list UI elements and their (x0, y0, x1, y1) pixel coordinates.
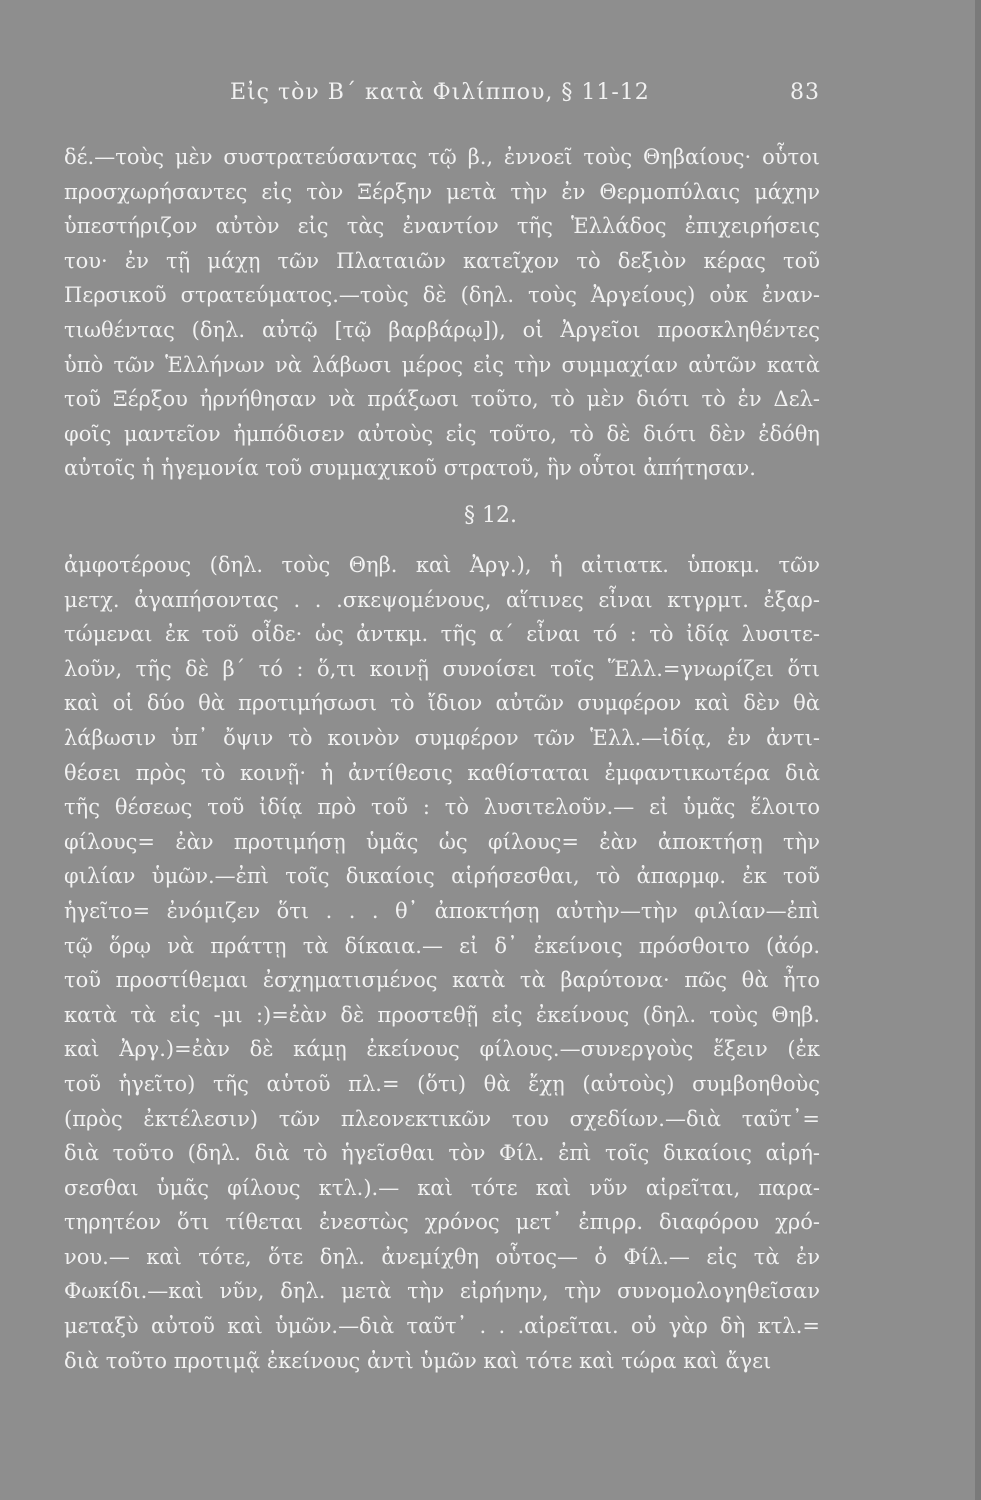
text-line: (πρὸς ἐκτέλεσιν) τῶν πλεονεκτικῶν του σχεδίων.—διὰ ταῦτ᾽= (64, 1106, 820, 1131)
text-line: τοῦ προστίθεμαι ἐσχηματισμένος κατὰ τὰ βαρύτονα· πῶς θὰ ἦτο (64, 968, 820, 993)
text-line: θέσει πρὸς τὸ κοινῇ· ἡ ἀντίθεσις καθίσταται ἐμφαντικωτέρα διὰ (64, 760, 820, 785)
text-line: ἡγεῖτο= ἐνόμιζεν ὅτι . . . θ᾽ ἀποκτήσῃ αὐτὴν—τὴν φιλίαν—ἐπὶ (64, 898, 820, 923)
text-line: Φωκίδι.—καὶ νῦν, δηλ. μετὰ τὴν εἰρήνην, τὴν συνομολογηθεῖσαν (64, 1279, 820, 1304)
section-heading: § 12. (464, 503, 517, 528)
page-number: 83 (790, 80, 820, 105)
page-edge-shadow (975, 0, 981, 1500)
text-line: φιλίαν ὑμῶν.—ἐπὶ τοῖς δικαίοις αἱρήσεσθαι, τὸ ἀπαρμφ. ἐκ τοῦ (64, 864, 820, 889)
text-line: φοῖς μαντεῖον ἠμπόδισεν αὐτοὺς εἰς τοῦτο, τὸ δὲ διότι δὲν ἐδόθη (64, 421, 820, 446)
text-line: φίλους= ἐὰν προτιμήσῃ ὑμᾶς ὡς φίλους= ἐὰν ἀποκτήσῃ τὴν (64, 829, 820, 854)
text-line: διὰ τοῦτο (δηλ. διὰ τὸ ἡγεῖσθαι τὸν Φίλ. ἐπὶ τοῖς δικαίοις αἱρή- (64, 1141, 820, 1166)
text-line: λοῦν, τῆς δὲ β΄ τό : ὅ,τι κοινῇ συνοίσει τοῖς Ἕλλ.=γνωρίζει ὅτι (64, 656, 820, 681)
text-line: μεταξὺ αὐτοῦ καὶ ὑμῶν.—διὰ ταῦτ᾽ . . .αἱρεῖται. οὐ γὰρ δὴ κτλ.= (64, 1314, 820, 1339)
text-line: τηρητέον ὅτι τίθεται ἐνεστὼς χρόνος μετ᾽ ἐπιρρ. διαφόρου χρό- (64, 1210, 820, 1235)
commentary-section-12 (64, 548, 820, 1378)
text-line: τοῦ Ξέρξου ἠρνήθησαν νὰ πράξωσι τοῦτο, τὸ μὲν διότι τὸ ἐν Δελ- (64, 387, 820, 412)
text-line: Περσικοῦ στρατεύματος.—τοὺς δὲ (δηλ. τοὺς Ἀργείους) οὐκ ἐναν- (64, 283, 820, 308)
text-line: μετχ. ἀγαπήσοντας . . .σκεψομένους, αἵτινες εἶναι κτγρμτ. ἐξαρ- (64, 587, 820, 612)
commentary-section-11 (64, 140, 820, 486)
text-line: καὶ οἱ δύο θὰ προτιμήσωσι τὸ ἴδιον αὐτῶν συμφέρον καὶ δὲν θὰ (64, 691, 820, 716)
text-line: ἀμφοτέρους (δηλ. τοὺς Θηβ. καὶ Ἀργ.), ἡ αἰτιατκ. ὑποκμ. τῶν (64, 553, 820, 577)
text-line: τιωθέντας (δηλ. αὐτῷ [τῷ βαρβάρῳ]), οἱ Ἀργεῖοι προσκληθέντες (64, 317, 820, 342)
text-line: του· ἐν τῇ μάχῃ τῶν Πλαταιῶν κατεῖχον τὸ δεξιὸν κέρας τοῦ (64, 248, 820, 273)
text-line: τῆς θέσεως τοῦ ἰδίᾳ πρὸ τοῦ : τὸ λυσιτελοῦν.— εἰ ὑμᾶς ἕλοιτο (64, 795, 820, 820)
text-line: ὑπὸ τῶν Ἑλλήνων νὰ λάβωσι μέρος εἰς τὴν συμμαχίαν αὐτῶν κατὰ (64, 352, 820, 377)
page-header (60, 80, 820, 116)
running-title: Εἰς τὸν Β΄ κατὰ Φιλίππου, § 11-12 (230, 80, 650, 105)
text-line: δέ.—τοὺς μὲν συστρατεύσαντας τῷ β., ἐννοεῖ τοὺς Θηβαίους· οὗτοι (64, 145, 820, 169)
text-line: τώμεναι ἐκ τοῦ οἶδε· ὡς ἀντκμ. τῆς α΄ εἶναι τό : τὸ ἰδίᾳ λυσιτε- (64, 622, 820, 647)
text-line: λάβωσιν ὑπ᾽ ὄψιν τὸ κοινὸν συμφέρον τῶν Ἑλλ.—ἰδίᾳ, ἐν ἀντι- (64, 725, 820, 750)
text-line: προσχωρήσαντες εἰς τὸν Ξέρξην μετὰ τὴν ἐν Θερμοπύλαις μάχην (64, 179, 820, 204)
text-line: ὑπεστήριζον αὐτὸν εἰς τὰς ἐναντίον τῆς Ἑλλάδος ἐπιχειρήσεις (64, 214, 820, 239)
text-line: αὐτοῖς ἡ ἡγεμονία τοῦ συμμαχικοῦ στρατοῦ, ἣν οὗτοι ἀπήτησαν. (64, 456, 756, 481)
text-line: τῷ ὅρῳ νὰ πράττῃ τὰ δίκαια.— εἰ δ᾽ ἐκείνοις πρόσθοιτο (ἀόρ. (64, 933, 820, 958)
text-line: κατὰ τὰ εἰς -μι :)=ἐὰν δὲ προστεθῇ εἰς ἐκείνους (δηλ. τοὺς Θηβ. (64, 1002, 820, 1027)
text-line: σεσθαι ὑμᾶς φίλους κτλ.).— καὶ τότε καὶ νῦν αἱρεῖται, παρα- (64, 1175, 820, 1200)
text-line: καὶ Ἀργ.)=ἐὰν δὲ κάμῃ ἐκείνους φίλους.—συνεργοὺς ἕξειν (ἐκ (64, 1037, 820, 1062)
text-line: νου.— καὶ τότε, ὅτε δηλ. ἀνεμίχθη οὗτος— ὁ Φίλ.— εἰς τὰ ἐν (64, 1244, 820, 1269)
text-line: διὰ τοῦτο προτιμᾷ ἐκείνους ἀντὶ ὑμῶν καὶ τότε καὶ τώρα καὶ ἄγει (64, 1348, 772, 1373)
text-line: τοῦ ἡγεῖτο) τῆς αὑτοῦ πλ.= (ὅτι) θὰ ἔχῃ (αὐτοὺς) συμβοηθοὺς (64, 1071, 820, 1096)
